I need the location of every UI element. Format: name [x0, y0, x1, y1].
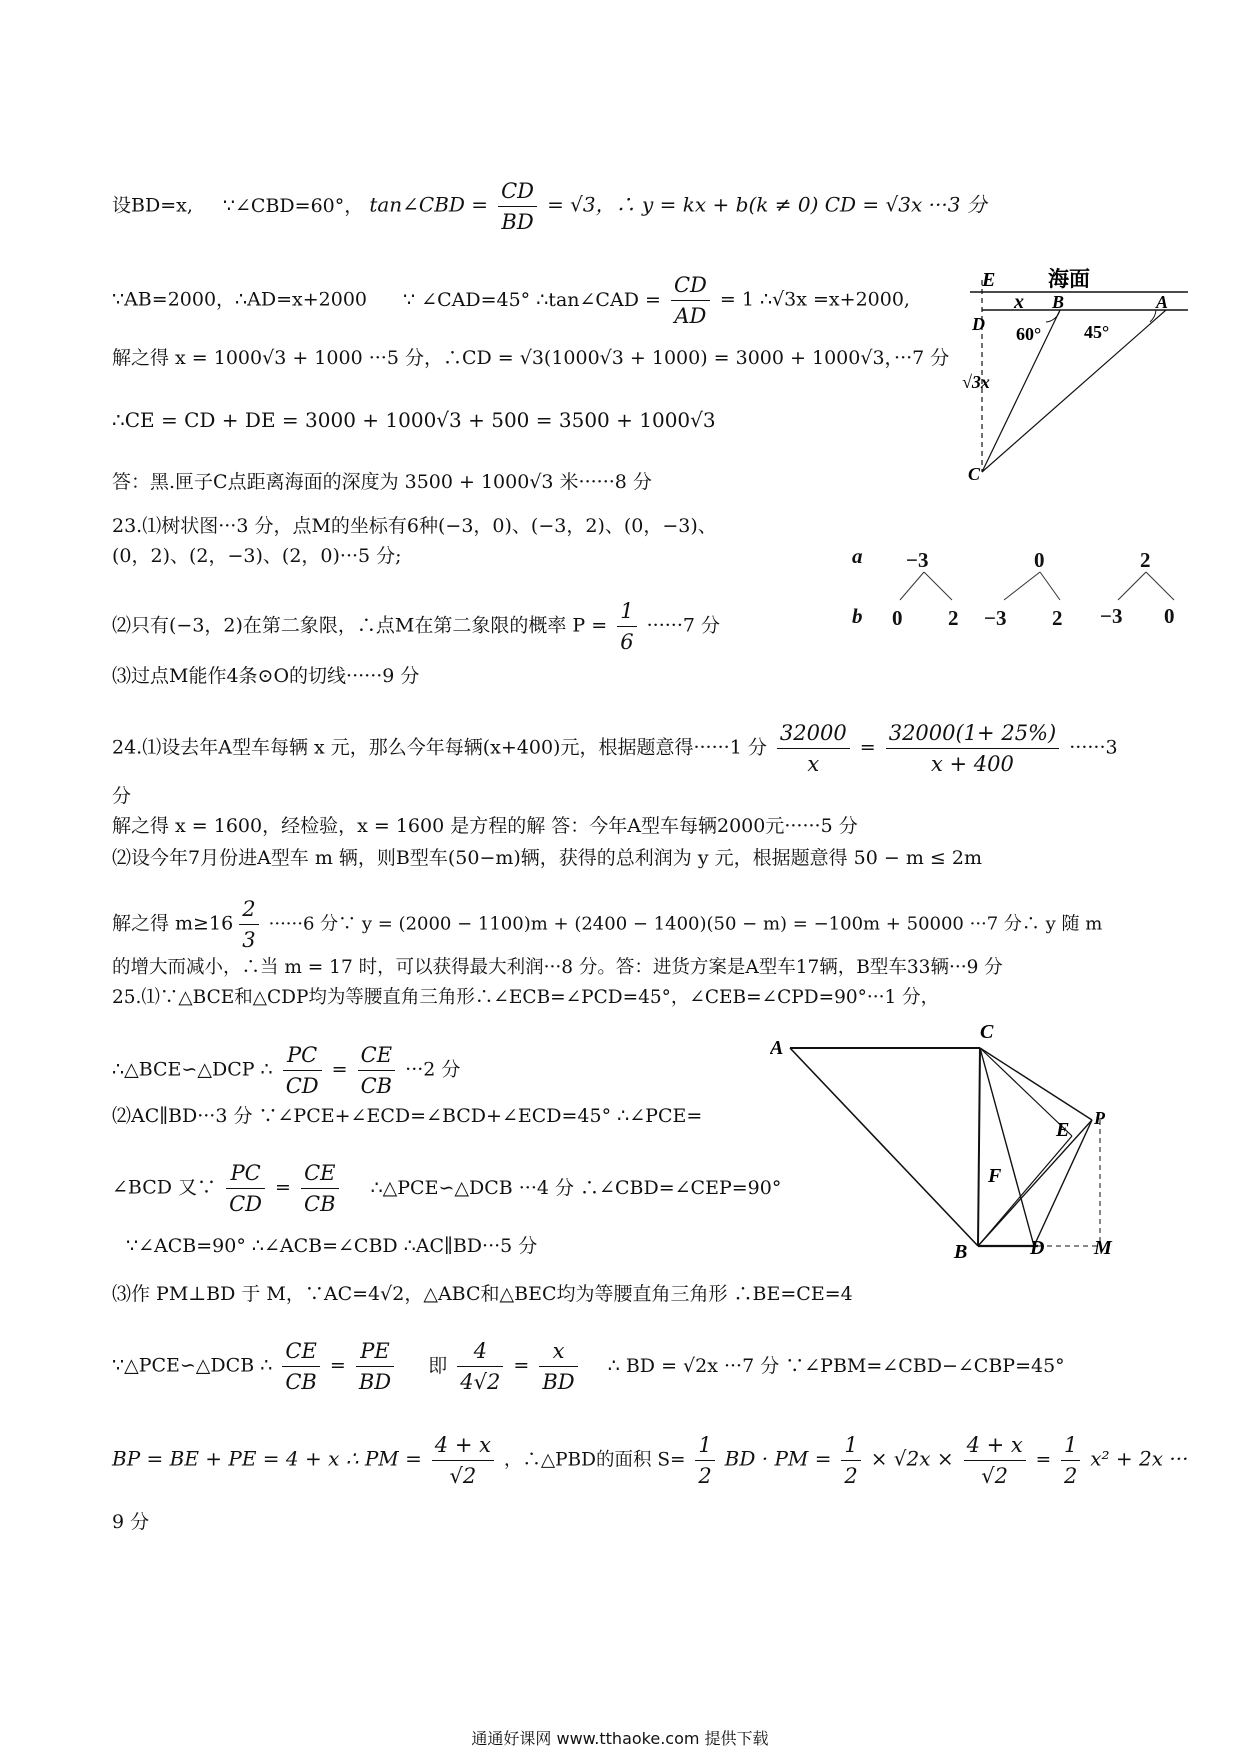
fraction	[282, 1336, 320, 1397]
line-ca	[982, 310, 1166, 472]
label-F: F	[988, 1165, 1002, 1187]
denominator: 2	[844, 1464, 858, 1488]
tree-leaf-5: −3	[1100, 604, 1123, 628]
denominator: BD	[358, 1370, 392, 1394]
line-8	[112, 596, 720, 657]
label-45-deg: 45°	[1084, 322, 1110, 342]
label-P: P	[1094, 1108, 1105, 1128]
fraction	[498, 176, 537, 237]
label-C: C	[980, 1021, 994, 1043]
fraction	[841, 1430, 860, 1491]
numerator: 1	[1061, 1430, 1080, 1461]
tree-leaf-1: 0	[892, 606, 903, 630]
equals: =	[331, 1058, 348, 1081]
label-x: x	[1014, 291, 1024, 313]
footer: 通通好课网 www.tthaoke.com 提供下载	[471, 1729, 769, 1748]
line-1	[112, 176, 987, 237]
formula: x² + 2x ···	[1090, 1446, 1189, 1471]
line-18: ⑵AC∥BD···3 分 ∵∠PCE+∠ECD=∠BCD+∠ECD=45° ∴∠PCE=	[112, 1105, 703, 1127]
label-sea-surface: 海面	[1048, 267, 1090, 291]
line-19	[112, 1158, 781, 1219]
line-4: ∴CE = CD + DE = 3000 + 1000√3 + 500 = 3500 + 1000√3	[112, 408, 716, 432]
tree-leaf-2: 2	[948, 606, 959, 630]
formula: = √3，∴ y = kx + b(k ≠ 0) CD = √3x ···3 分	[547, 192, 987, 217]
fraction	[457, 1336, 503, 1397]
equals: =	[275, 1176, 291, 1199]
equals: =	[329, 1354, 346, 1377]
label-E: E	[982, 269, 996, 291]
numerator: PE	[356, 1336, 394, 1367]
text: ∴△PCE∽△DCB ···4 分 ∴∠CBD=∠CEP=90°	[370, 1176, 782, 1199]
branch	[1146, 572, 1174, 600]
formula: tan∠CBD =	[369, 192, 489, 217]
numerator: 4	[457, 1336, 503, 1367]
denominator: CB	[304, 1192, 336, 1216]
denominator: CB	[360, 1074, 393, 1098]
text: 解之得 m≥16	[112, 912, 234, 935]
formula: × √2x ×	[870, 1446, 954, 1471]
numerator: 1	[617, 596, 636, 627]
line-cb	[978, 1048, 980, 1246]
line-16: 25.⑴∵△BCE和△CDP均为等腰直角三角形∴∠ECB=∠PCD=45°，∠CEB=∠CPD=90°···1 分，	[112, 987, 940, 1008]
branch	[1118, 572, 1146, 600]
branch	[924, 572, 952, 600]
line-11: 分	[112, 785, 132, 807]
text: 24.⑴设去年A型车每辆 x 元，那么今年每辆(x+400)元，根据题意得······1 分	[112, 736, 767, 759]
denominator: 6	[620, 630, 634, 654]
text: ···2 分	[405, 1058, 461, 1081]
denominator: 4√2	[460, 1370, 501, 1394]
fraction	[358, 1040, 396, 1101]
numerator: PC	[226, 1158, 265, 1189]
numerator: 1	[695, 1430, 714, 1461]
fraction	[964, 1430, 1026, 1491]
label-B: B	[954, 1241, 968, 1260]
tree-top-3: 2	[1140, 548, 1151, 572]
label-A: A	[1156, 292, 1169, 312]
branch	[1040, 572, 1060, 600]
equals: =	[859, 736, 876, 759]
label-E: E	[1056, 1119, 1070, 1141]
branch	[1004, 572, 1040, 600]
numerator: PC	[283, 1040, 322, 1071]
equals: =	[513, 1354, 530, 1377]
denominator: 3	[242, 928, 256, 952]
tree-leaf-6: 0	[1164, 604, 1175, 628]
text: 设BD=x,	[112, 194, 193, 217]
line-7: (0，2)、(2，−3)、(2，0)···5 分;	[112, 545, 402, 567]
tree-top-1: −3	[906, 548, 929, 572]
tree-branches	[880, 568, 1200, 608]
text: ∵△PCE∽△DCB ∴	[112, 1354, 273, 1377]
fraction	[283, 1040, 322, 1101]
text: ∴ BD = √2x ···7 分 ∵∠PBM=∠CBD−∠CBP=45°	[607, 1354, 1065, 1377]
tree-leaf-4: 2	[1052, 606, 1063, 630]
denominator: √2	[449, 1464, 477, 1488]
tree-leaf-3: −3	[984, 606, 1007, 630]
denominator: CD	[229, 1192, 262, 1216]
denominator: x + 400	[931, 752, 1014, 776]
denominator: CB	[285, 1370, 317, 1394]
label-D: D	[1030, 1237, 1045, 1259]
numerator: 1	[841, 1430, 860, 1461]
label-D: D	[972, 314, 985, 334]
label-60-deg: 60°	[1016, 324, 1042, 344]
branch	[900, 572, 924, 600]
line-23	[112, 1430, 1188, 1491]
tree-label-a: a	[852, 544, 863, 568]
text: ⑵只有(−3，2)在第二象限，∴点M在第二象限的概率 P =	[112, 614, 608, 637]
text: ∵AB=2000，∴AD=x+2000	[112, 288, 367, 311]
text: 即	[428, 1354, 448, 1377]
text: ∴△BCE∽△DCP ∴	[112, 1058, 273, 1081]
line-17	[112, 1040, 460, 1101]
line-2	[112, 270, 910, 331]
formula: BP = BE + PE = 4 + x ∴ PM =	[112, 1446, 422, 1471]
label-B: B	[1052, 292, 1065, 312]
numerator: 4 + x	[432, 1430, 494, 1461]
numerator: 4 + x	[964, 1430, 1026, 1461]
text: ∵∠CBD=60°，	[222, 194, 364, 217]
fraction	[777, 718, 850, 779]
line-24: 9 分	[112, 1511, 150, 1533]
denominator: CD	[285, 1074, 319, 1098]
text: = 1 ∴√3x =x+2000,	[719, 288, 910, 311]
line-10	[112, 718, 1118, 779]
formula: BD · PM =	[724, 1446, 832, 1471]
numerator: 2	[239, 894, 258, 925]
fraction	[239, 894, 258, 955]
fraction	[1061, 1430, 1080, 1491]
fraction	[432, 1430, 494, 1491]
numerator: 32000(1+ 25%)	[886, 718, 1060, 749]
equals: =	[1035, 1449, 1052, 1471]
fraction	[301, 1158, 339, 1219]
fraction	[226, 1158, 265, 1219]
tree-top-2: 0	[1034, 548, 1045, 572]
label-sqrt3x: √3x	[962, 372, 990, 392]
line-5: 答：黑.匣子C点距离海面的深度为 3500 + 1000√3 米······8 分	[112, 471, 652, 493]
line-9: ⑶过点M能作4条⊙O的切线······9 分	[112, 665, 420, 687]
tree-label-b: b	[852, 604, 863, 628]
line-13: ⑵设今年7月份进A型车 m 辆，则B型车(50−m)辆，获得的总利润为 y 元，根据题意得 50 − m ≤ 2m	[112, 847, 982, 869]
line-ab	[790, 1048, 978, 1246]
line-be	[978, 1136, 1072, 1246]
text: ∵ ∠CAD=45° ∴tan∠CAD =	[403, 288, 661, 311]
denominator: BD	[501, 210, 534, 234]
line-3: 解之得 x = 1000√3 + 1000 ···5 分，∴CD = √3(1000√3 + 1000) = 3000 + 1000√3，···7 分	[112, 347, 950, 369]
denominator: BD	[542, 1370, 575, 1394]
denominator: 2	[698, 1464, 712, 1488]
figure-geometry	[770, 1020, 1130, 1260]
fraction	[617, 596, 636, 657]
numerator: x	[539, 1336, 577, 1367]
numerator: CE	[282, 1336, 320, 1367]
label-A: A	[770, 1037, 784, 1059]
fraction	[695, 1430, 714, 1491]
line-14	[112, 894, 1102, 955]
denominator: √2	[981, 1464, 1009, 1488]
denominator: AD	[674, 304, 707, 328]
line-12: 解之得 x = 1600，经检验，x = 1600 是方程的解 答：今年A型车每辆2000元······5 分	[112, 815, 858, 837]
fraction	[671, 270, 710, 331]
text: ∠BCD 又∵	[112, 1176, 217, 1199]
line-6: 23.⑴树状图···3 分，点M的坐标有6种(−3，0)、(−3，2)、(0，−3)、	[112, 515, 717, 537]
numerator: CE	[358, 1040, 396, 1071]
denominator: x	[807, 752, 820, 776]
numerator: CD	[671, 270, 710, 301]
line-15: 的增大而减小，∴当 m = 17 时，可以获得最大利润···8 分。答：进货方案是A型车17辆，B型车33辆···9 分	[112, 957, 1003, 978]
text: ······7 分	[646, 614, 721, 637]
line-20: ∵∠ACB=90° ∴∠ACB=∠CBD ∴AC∥BD···5 分	[126, 1235, 538, 1257]
line-22	[112, 1336, 1065, 1397]
fraction	[886, 718, 1060, 779]
line-21: ⑶作 PM⊥BD 于 M，∵AC=4√2，△ABC和△BEC均为等腰直角三角形 ∴BE=CE=4	[112, 1283, 853, 1305]
label-C: C	[968, 464, 981, 482]
label-M: M	[1094, 1237, 1112, 1259]
numerator: 32000	[777, 718, 850, 749]
text: ······6 分∵ y = (2000 − 1100)m + (2400 − 1400)(50 − m) = −100m + 50000 ···7 分∴ y 随 m	[268, 913, 1103, 935]
figure-sea-triangle	[960, 262, 1190, 482]
fraction	[539, 1336, 577, 1397]
denominator: 2	[1064, 1464, 1078, 1488]
text: ······3	[1069, 736, 1118, 759]
text: ，∴△PBD的面积 S=	[503, 1449, 686, 1471]
numerator: CE	[301, 1158, 339, 1189]
fraction	[356, 1336, 394, 1397]
numerator: CD	[498, 176, 537, 207]
